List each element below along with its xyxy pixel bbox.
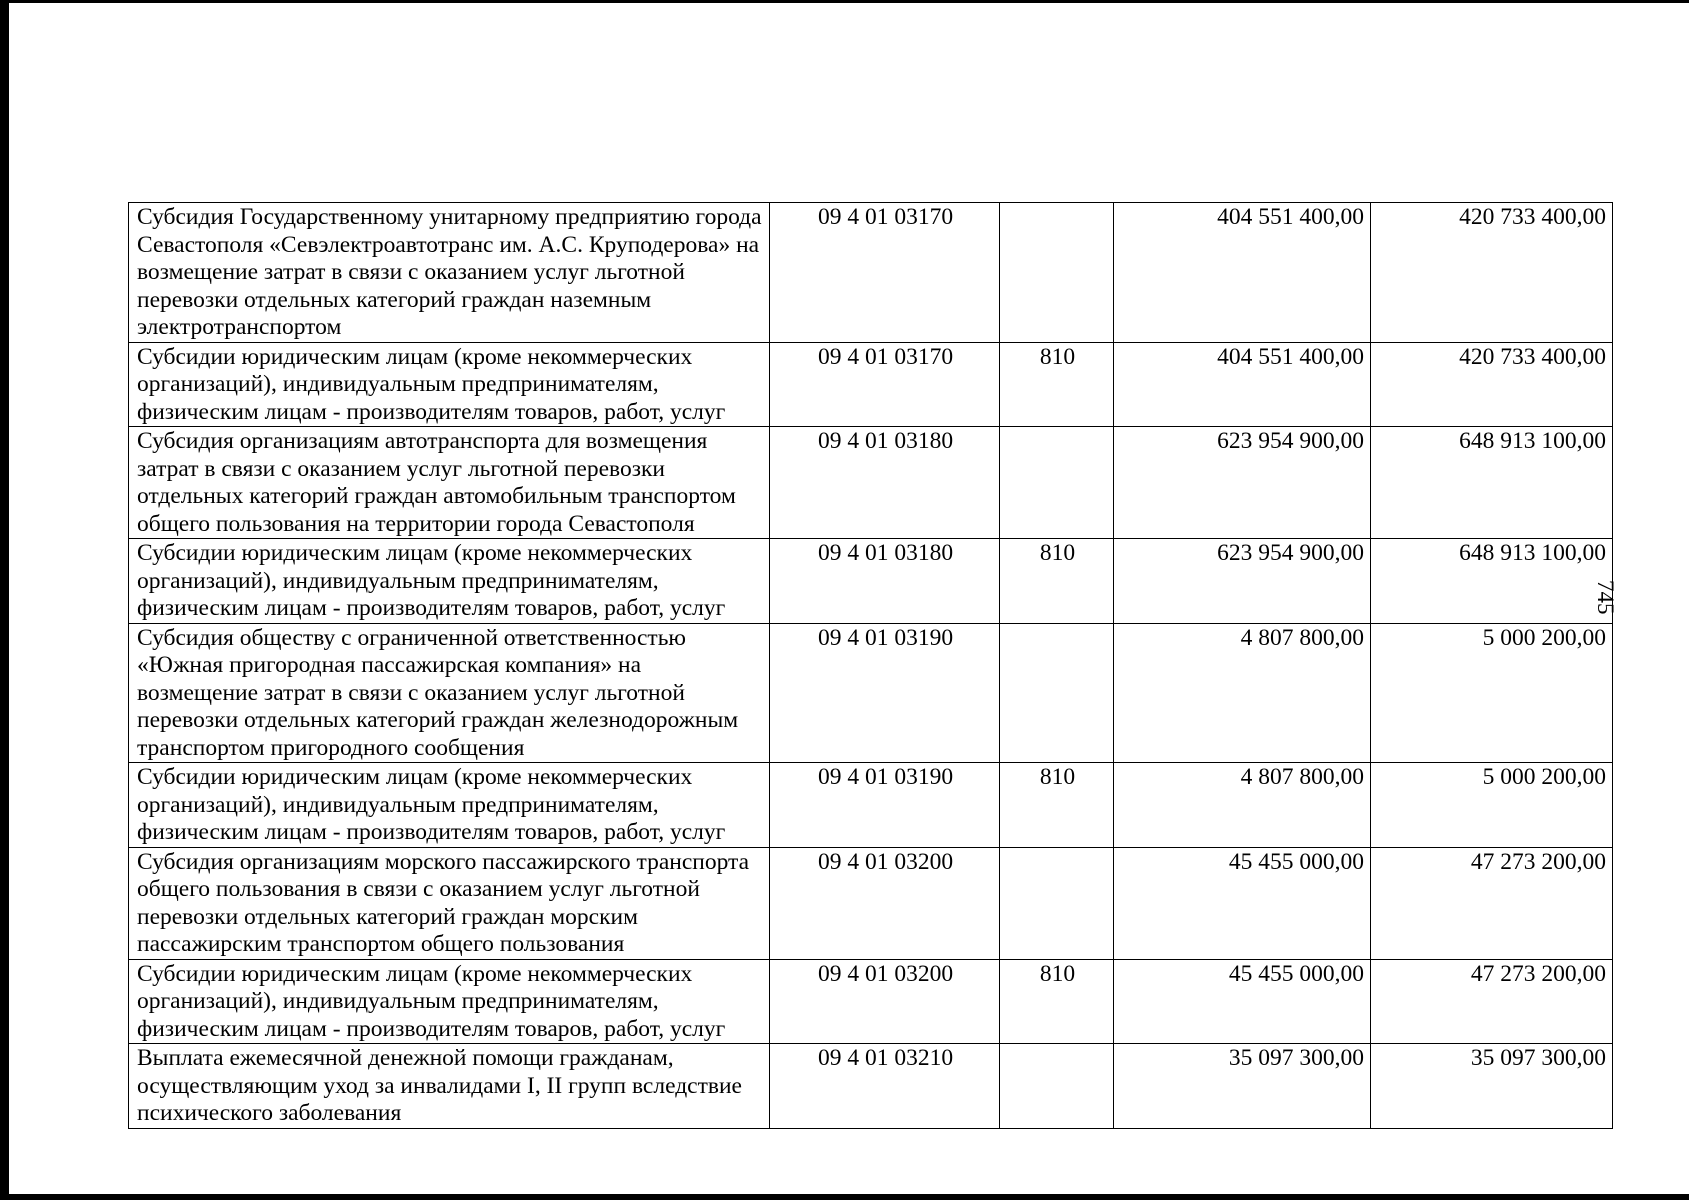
table-row [129, 342, 1613, 427]
table-row [129, 203, 1613, 343]
amount-year-2-cell: 47 273 200,00 [1371, 959, 1613, 1044]
amount-year-2-cell: 420 733 400,00 [1371, 342, 1613, 427]
amount-year-2-cell: 420 733 400,00 [1371, 203, 1613, 343]
budget-table [128, 202, 1613, 1129]
row-name-cell: Субсидии юридическим лицам (кроме некоммерческих организаций), индивидуальным предпринимателям, физическим лицам - производителям товаров, работ, услуг [129, 763, 770, 848]
amount-year-1-cell: 4 807 800,00 [1114, 623, 1371, 763]
row-name-cell: Субсидии юридическим лицам (кроме некоммерческих организаций), индивидуальным предпринимателям, физическим лицам - производителям товаров, работ, услуг [129, 539, 770, 624]
amount-year-1-cell: 404 551 400,00 [1114, 203, 1371, 343]
expense-type-code-cell: 810 [1000, 763, 1114, 848]
table-row [129, 1044, 1613, 1129]
row-name-cell: Субсидия организациям автотранспорта для возмещения затрат в связи с оказанием услуг льготной перевозки отдельных категорий граждан автомобильным транспортом общего пользования на территории города Севастополя [129, 427, 770, 539]
table-row [129, 539, 1613, 624]
amount-year-1-cell: 45 455 000,00 [1114, 847, 1371, 959]
amount-year-1-cell: 35 097 300,00 [1114, 1044, 1371, 1129]
row-name-cell: Субсидия организациям морского пассажирского транспорта общего пользования в связи с оказанием услуг льготной перевозки отдельных категорий граждан морским пассажирским транспортом общего пользования [129, 847, 770, 959]
amount-year-1-cell: 45 455 000,00 [1114, 959, 1371, 1044]
amount-year-2-cell: 5 000 200,00 [1371, 763, 1613, 848]
amount-year-2-cell: 47 273 200,00 [1371, 847, 1613, 959]
row-name-cell: Субсидии юридическим лицам (кроме некоммерческих организаций), индивидуальным предпринимателям, физическим лицам - производителям товаров, работ, услуг [129, 959, 770, 1044]
expense-type-code-cell [1000, 203, 1114, 343]
expense-type-code-cell [1000, 623, 1114, 763]
table-row [129, 763, 1613, 848]
table-row [129, 847, 1613, 959]
expense-type-code-cell [1000, 1044, 1114, 1129]
expense-type-code-cell [1000, 847, 1114, 959]
row-name-cell: Субсидия Государственному унитарному предприятию города Севастополя «Севэлектроавтотранс им. А.С. Круподерова» на возмещение затрат в связи с оказанием услуг льготной перевозки отдельных категорий граждан наземным электротранспортом [129, 203, 770, 343]
row-name-cell: Субсидии юридическим лицам (кроме некоммерческих организаций), индивидуальным предпринимателям, физическим лицам - производителям товаров, работ, услуг [129, 342, 770, 427]
row-name-cell: Выплата ежемесячной денежной помощи гражданам, осуществляющим уход за инвалидами I, II групп вследствие психического заболевания [129, 1044, 770, 1129]
table-row [129, 959, 1613, 1044]
amount-year-2-cell: 5 000 200,00 [1371, 623, 1613, 763]
target-article-code-cell: 09 4 01 03190 [770, 623, 1000, 763]
amount-year-1-cell: 623 954 900,00 [1114, 427, 1371, 539]
amount-year-2-cell: 35 097 300,00 [1371, 1044, 1613, 1129]
expense-type-code-cell [1000, 427, 1114, 539]
table-row [129, 623, 1613, 763]
target-article-code-cell: 09 4 01 03170 [770, 203, 1000, 343]
target-article-code-cell: 09 4 01 03180 [770, 427, 1000, 539]
expense-type-code-cell: 810 [1000, 539, 1114, 624]
page-number: 745 [1593, 580, 1618, 615]
expense-type-code-cell: 810 [1000, 959, 1114, 1044]
amount-year-2-cell: 648 913 100,00 [1371, 427, 1613, 539]
amount-year-1-cell: 4 807 800,00 [1114, 763, 1371, 848]
target-article-code-cell: 09 4 01 03190 [770, 763, 1000, 848]
table-row [129, 427, 1613, 539]
amount-year-1-cell: 623 954 900,00 [1114, 539, 1371, 624]
amount-year-1-cell: 404 551 400,00 [1114, 342, 1371, 427]
target-article-code-cell: 09 4 01 03200 [770, 847, 1000, 959]
target-article-code-cell: 09 4 01 03200 [770, 959, 1000, 1044]
target-article-code-cell: 09 4 01 03170 [770, 342, 1000, 427]
target-article-code-cell: 09 4 01 03180 [770, 539, 1000, 624]
expense-type-code-cell: 810 [1000, 342, 1114, 427]
target-article-code-cell: 09 4 01 03210 [770, 1044, 1000, 1129]
amount-year-2-cell: 648 913 100,00 [1371, 539, 1613, 624]
row-name-cell: Субсидия обществу с ограниченной ответственностью «Южная пригородная пассажирская компания» на возмещение затрат в связи с оказанием услуг льготной перевозки отдельных категорий граждан железнодорожным транспортом пригородного сообщения [129, 623, 770, 763]
